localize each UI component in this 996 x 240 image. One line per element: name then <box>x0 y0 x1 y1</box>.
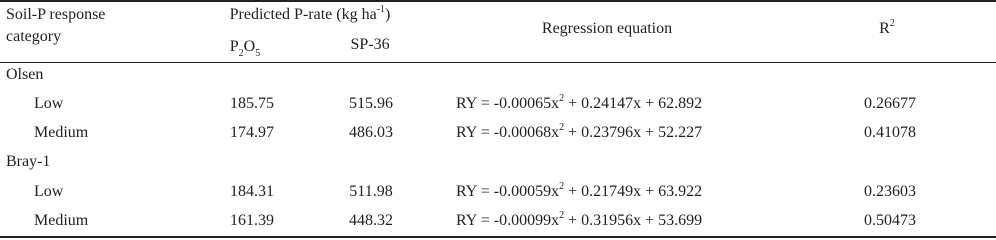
header-category-line2: category <box>6 28 62 45</box>
row-r2: 0.26677 <box>864 95 916 112</box>
row-category: Low <box>34 95 64 112</box>
header-p2o5: $P_2O_5$ <box>229 38 261 59</box>
row-r2: 0.41078 <box>864 124 916 141</box>
header-bottom-rule <box>0 62 996 63</box>
row-equation: RY = $-0.00068x^2 + 0.23796x + 52.227$ <box>456 122 703 141</box>
row-equation: RY = $-0.00059x^2 + 0.21749x + 63.922$ <box>456 181 703 200</box>
row-r2: 0.50473 <box>864 212 916 229</box>
row-sp36: 511.98 <box>349 183 393 200</box>
row-p2o5: 161.39 <box>230 212 274 229</box>
row-sp36: 486.03 <box>349 124 393 141</box>
bottom-rule <box>0 236 996 238</box>
group-label-bray1: Bray-1 <box>6 153 51 170</box>
row-category: Medium <box>34 124 89 141</box>
group-label-olsen: Olsen <box>6 66 44 83</box>
header-sp36: SP-36 <box>350 36 390 53</box>
header-regression: Regression equation <box>541 20 673 37</box>
header-predicted-rate: Predicted P-rate (kg $ha^{-1}$) <box>229 4 391 23</box>
row-sp36: 448.32 <box>349 212 393 229</box>
row-category: Low <box>34 183 64 200</box>
top-rule <box>0 0 996 2</box>
row-p2o5: 184.31 <box>230 183 274 200</box>
row-equation: RY = $-0.00065x^2 + 0.24147x + 62.892$ <box>456 93 703 112</box>
row-category: Medium <box>34 212 89 229</box>
row-p2o5: 174.97 <box>230 124 274 141</box>
row-p2o5: 185.75 <box>230 95 274 112</box>
header-r2: $R^2$ <box>879 18 895 37</box>
row-equation: RY = $-0.00099x^2 + 0.31956x + 53.699$ <box>456 210 703 229</box>
row-sp36: 515.96 <box>349 95 393 112</box>
header-category-line1: Soil-P response <box>6 6 106 23</box>
row-r2: 0.23603 <box>864 183 916 200</box>
